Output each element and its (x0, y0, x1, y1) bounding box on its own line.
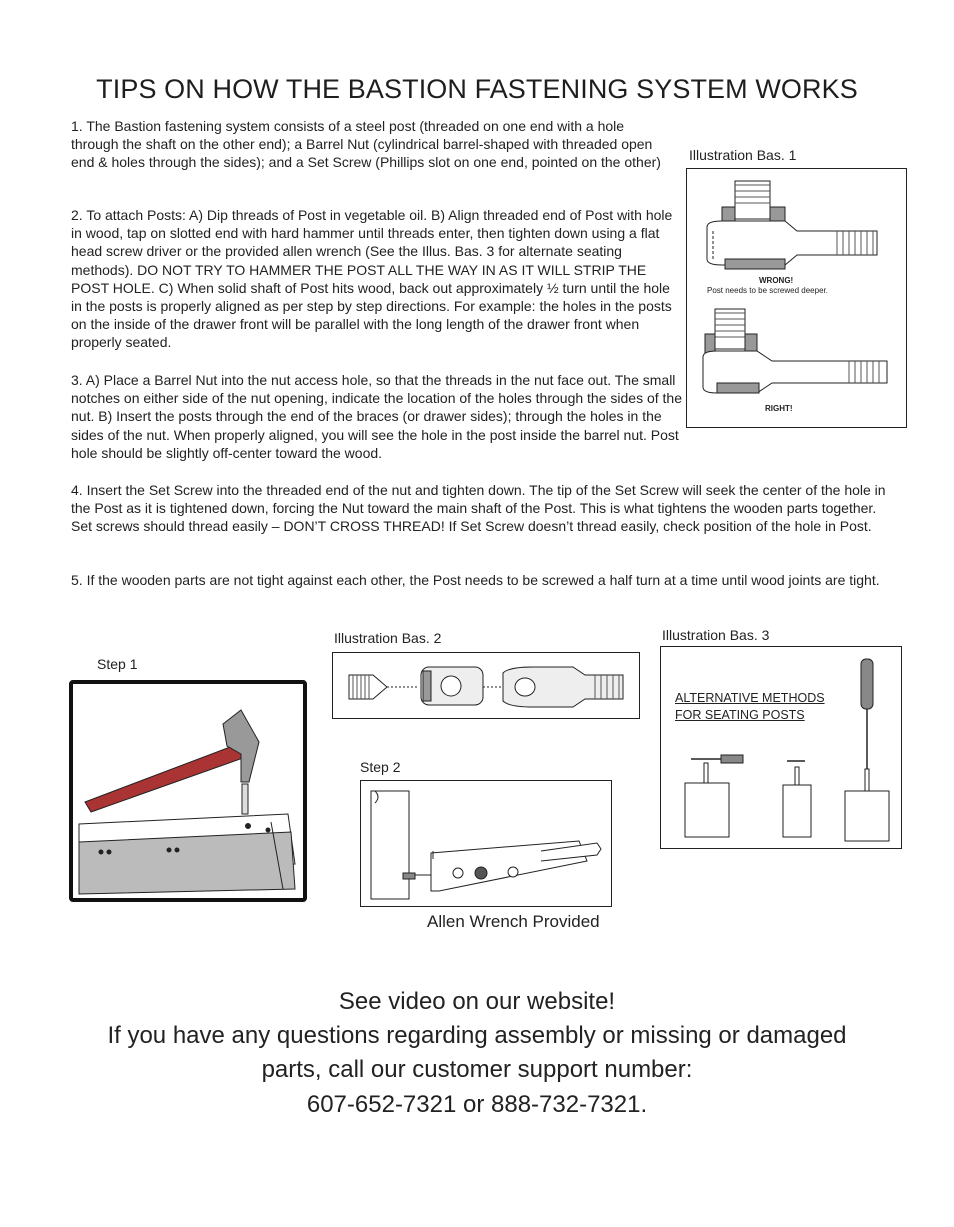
step2-caption: Step 2 (360, 759, 401, 775)
footer-phone-numbers: 607-652-7321 or 888-732-7321. (306, 1091, 648, 1118)
exploded-fastener-diagram (333, 653, 639, 718)
illustration-bas2-caption: Illustration Bas. 2 (334, 630, 442, 646)
illustration-bas2 (332, 652, 640, 719)
footer-questions-line: If you have any questions regarding assembly or missing or damaged (107, 1022, 847, 1049)
wrong-note: Post needs to be screwed deeper. (707, 286, 828, 295)
illustration-bas3-caption: Illustration Bas. 3 (662, 627, 770, 643)
step1-caption: Step 1 (97, 656, 138, 672)
alternative-methods-heading-1: ALTERNATIVE METHODS (675, 691, 825, 705)
right-label: RIGHT! (765, 404, 793, 413)
illustration-bas1-caption: Illustration Bas. 1 (689, 147, 797, 163)
step-2-text: 2. To attach Posts: A) Dip threads of Post in vegetable oil. B) Align threaded end of Post with hole in wood, tap on slotted end with hard hammer until threads enter, then tighten down using a flat head screw driver or the provided allen wrench (See the Illus. Bas. 3 for alternate seating methods). DO NOT TRY TO HAMMER THE POST ALL THE WAY IN AS IT WILL STRIP THE POST HOLE. C) When solid shaft of Post hits wood, back out approximately ½ turn until the hole in the posts is properly aligned as per step by step directions. For example: the holes in the posts on the inside of the drawer front will be parallel with the long length of the drawer front when properly seated. (71, 207, 673, 351)
step-3-text: 3. A) Place a Barrel Nut into the nut access hole, so that the threads in the nut face out. The small notches on either side of the nut opening, indicate the location of the holes through the sides of the nut. B) Insert the posts through the end of the braces (or drawer sides); through the holes in the sides of the nut. When properly aligned, you will see the hole in the post inside the barrel nut. Post hole should be slightly off-center toward the wood. (71, 372, 682, 461)
step2-illustration (360, 780, 612, 907)
wrong-label: WRONG! (759, 276, 794, 285)
alternative-methods-heading-2: FOR SEATING POSTS (675, 708, 805, 722)
step-4-text: 4. Insert the Set Screw into the threaded end of the nut and tighten down. The tip of the Set Screw will seek the center of the hole in the Post as it is tightened down, forcing the Nut toward the main shaft of the Post. This is what tightens the wooden parts together. Set screws should thread easily – DON’T CROSS THREAD! If Set Screw doesn’t thread easily, check position of the hole in Post. (71, 482, 886, 535)
page-title: TIPS ON HOW THE BASTION FASTENING SYSTEM WORKS (96, 74, 858, 104)
allen-wrench-diagram (361, 781, 611, 906)
footer-support-line: parts, call our customer support number: (261, 1056, 693, 1083)
post-nut-diagram (687, 169, 906, 427)
illustration-bas3 (660, 646, 902, 849)
hammer-tap-diagram (73, 684, 303, 898)
footer-video-line: See video on our website! (338, 988, 616, 1015)
illustration-bas1 (686, 168, 907, 428)
step-1-text: 1. The Bastion fastening system consists of a steel post (threaded on one end with a hole through the shaft on the other end); a Barrel Nut (cylindrical barrel-shaped with threaded open end & holes through the sides); and a Set Screw (Phillips slot on one end, pointed on the other) (71, 118, 661, 171)
step-5-text: 5. If the wooden parts are not tight against each other, the Post needs to be screwed a half turn at a time until wood joints are tight. (71, 572, 880, 588)
seating-methods-diagram (661, 647, 901, 848)
step1-illustration (69, 680, 307, 902)
allen-wrench-note: Allen Wrench Provided (427, 912, 600, 931)
